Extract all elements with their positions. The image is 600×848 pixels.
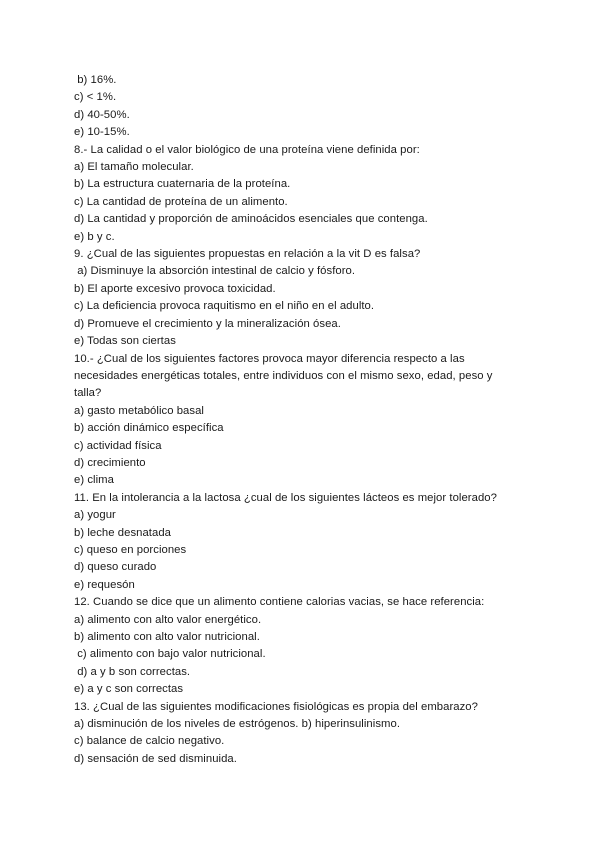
answer-option: a) gasto metabólico basal bbox=[74, 404, 204, 417]
answer-option: e) a y c son correctas bbox=[74, 683, 184, 696]
answer-option: b) alimento con alto valor nutricional. bbox=[74, 631, 260, 643]
answer-option: d) crecimiento bbox=[74, 456, 146, 469]
answer-option: b) leche desnatada bbox=[74, 526, 171, 539]
answer-option: d) 40-50%. bbox=[74, 108, 130, 121]
question-13-text: 13. ¿Cual de las siguientes modificaciones fisiológicas es propia del embarazo? bbox=[74, 700, 478, 713]
answer-option: b) La estructura cuaternaria de la proteína. bbox=[74, 178, 291, 191]
answer-option: a) alimento con alto valor energético. bbox=[74, 613, 262, 626]
answer-option: c) La deficiencia provoca raquitismo en el niño en el adulto. bbox=[74, 300, 375, 313]
question-9-text: 9. ¿Cual de las siguientes propuestas en relación a la vit D es falsa? bbox=[74, 248, 421, 261]
answer-option: e) clima bbox=[74, 474, 114, 487]
answer-option: e) 10-15%. bbox=[74, 126, 130, 139]
answer-option: c) La cantidad de proteína de un alimento. bbox=[74, 195, 288, 208]
answer-option: a) yogur bbox=[74, 509, 116, 522]
answer-option: c) actividad física bbox=[74, 439, 162, 452]
question-8-text: 8.- La calidad o el valor biológico de una proteína viene definida por: bbox=[74, 143, 420, 156]
answer-option: e) Todas son ciertas bbox=[74, 335, 176, 348]
answer-option: c) < 1%. bbox=[74, 91, 117, 104]
answer-option: d) a y b son correctas. bbox=[74, 665, 191, 678]
answer-option: d) La cantidad y proporción de aminoácidos esenciales que contenga. bbox=[74, 213, 428, 226]
answer-option: e) requesón bbox=[74, 578, 135, 591]
answer-option: e) b y c. bbox=[74, 230, 115, 243]
question-10-text-line-1: 10.- ¿Cual de los siguientes factores provoca mayor diferencia respecto a las bbox=[74, 352, 465, 365]
answer-option: d) sensación de sed disminuida. bbox=[74, 752, 237, 765]
answer-option: c) balance de calcio negativo. bbox=[74, 735, 225, 748]
answer-option: a) Disminuye la absorción intestinal de calcio y fósforo. bbox=[74, 265, 356, 278]
answer-option: c) alimento con bajo valor nutricional. bbox=[74, 648, 266, 661]
answer-option: c) queso en porciones bbox=[74, 543, 187, 556]
answer-option: b) El aporte excesivo provoca toxicidad. bbox=[74, 282, 276, 295]
questions-text bbox=[74, 72, 534, 768]
question-12-text: 12. Cuando se dice que un alimento contiene calorias vacias, se hace referencia: bbox=[74, 596, 485, 609]
answer-option: d) queso curado bbox=[74, 561, 157, 574]
answer-option: b) 16%. bbox=[74, 74, 117, 86]
answer-option: a) El tamaño molecular. bbox=[74, 161, 194, 174]
answer-option: b) acción dinámico específica bbox=[74, 422, 224, 435]
answer-option: a) disminución de los niveles de estrógenos. b) hiperinsulinismo. bbox=[74, 718, 401, 731]
question-11-text: 11. En la intolerancia a la lactosa ¿cual de los siguientes lácteos es mejor tolerado? bbox=[74, 491, 497, 504]
answer-option: d) Promueve el crecimiento y la mineralización ósea. bbox=[74, 317, 341, 330]
question-10-text-line-3: talla? bbox=[74, 387, 102, 400]
question-10-text-line-2: necesidades energéticas totales, entre individuos con el mismo sexo, edad, peso y bbox=[74, 369, 493, 382]
